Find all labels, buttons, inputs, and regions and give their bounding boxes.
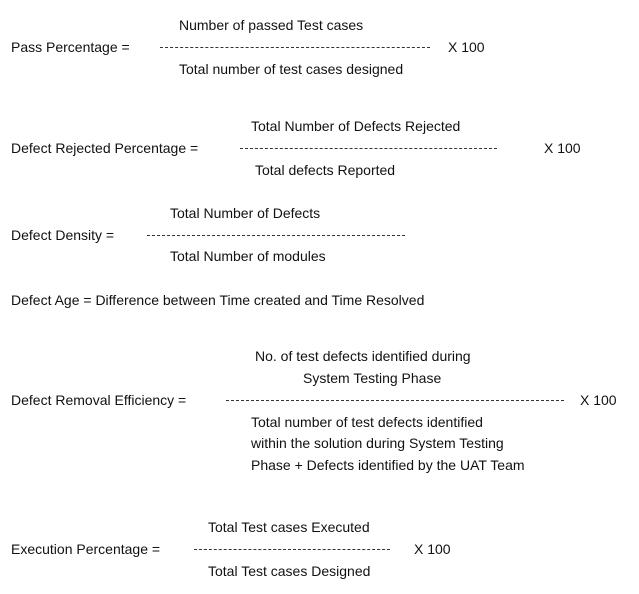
formula-text: Defect Age = Difference between Time created and Time Resolved xyxy=(11,292,425,308)
numerator-text: System Testing Phase xyxy=(303,370,442,386)
fraction-bar xyxy=(147,235,405,236)
denominator-text: Total defects Reported xyxy=(255,162,396,178)
numerator-text: Total Number of Defects Rejected xyxy=(251,118,461,134)
fraction-bar xyxy=(194,549,390,550)
denominator-text: Total Number of modules xyxy=(170,248,326,264)
fraction-bar xyxy=(240,148,497,149)
denominator-text: Total Test cases Designed xyxy=(208,563,371,579)
formula-label: Defect Rejected Percentage = xyxy=(11,140,199,156)
fraction-bar xyxy=(160,47,430,48)
denominator-text: Total number of test cases designed xyxy=(179,61,404,77)
fraction-bar xyxy=(226,400,564,401)
formula-label: Defect Removal Efficiency = xyxy=(11,392,187,408)
formula-label: Execution Percentage = xyxy=(11,541,161,557)
numerator-text: Total Test cases Executed xyxy=(208,519,370,535)
numerator-text: Number of passed Test cases xyxy=(179,17,364,33)
denominator-text: Total number of test defects identified xyxy=(251,414,483,430)
formula-label: Pass Percentage = xyxy=(11,39,130,55)
numerator-text: Total Number of Defects xyxy=(170,205,321,221)
denominator-text: within the solution during System Testing xyxy=(251,435,504,451)
multiplier: X 100 xyxy=(544,140,581,156)
formula-label: Defect Density = xyxy=(11,227,115,243)
numerator-text: No. of test defects identified during xyxy=(255,348,471,364)
denominator-text: Phase + Defects identified by the UAT Team xyxy=(251,457,525,473)
multiplier: X 100 xyxy=(580,392,617,408)
multiplier: X 100 xyxy=(448,39,485,55)
multiplier: X 100 xyxy=(414,541,451,557)
